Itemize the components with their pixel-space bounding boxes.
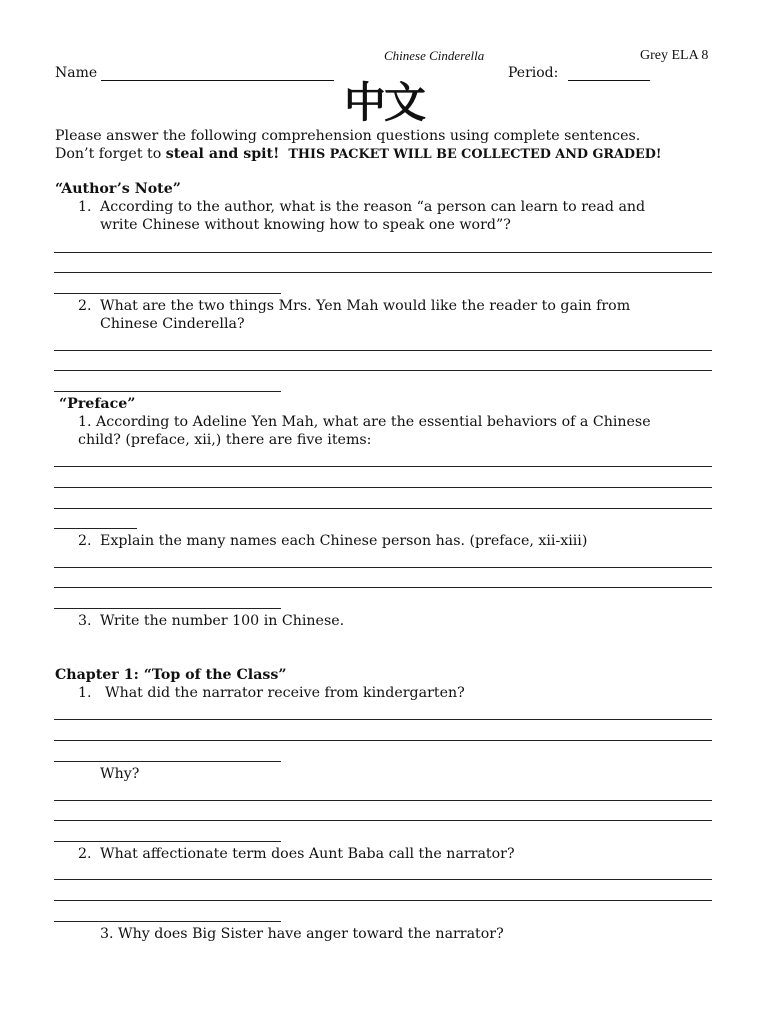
answer-line[interactable] xyxy=(54,272,712,273)
question-number: 1. xyxy=(78,199,92,215)
answer-line[interactable] xyxy=(54,487,712,488)
answer-line[interactable] xyxy=(54,528,137,529)
question-number: 2. xyxy=(78,298,92,314)
question-text: 3. Why does Big Sister have anger toward the narrator? xyxy=(100,926,504,942)
answer-line[interactable] xyxy=(54,921,281,922)
instructions-line-1: Please answer the following comprehension questions using complete sentences. xyxy=(55,128,641,144)
answer-line[interactable] xyxy=(54,587,712,588)
question-number: 2. xyxy=(78,533,92,549)
answer-line[interactable] xyxy=(54,841,281,842)
answer-line[interactable] xyxy=(54,567,712,568)
question-text: child? (preface, xii,) there are five items: xyxy=(78,432,372,448)
question-text: write Chinese without knowing how to speak one word”? xyxy=(100,217,511,233)
question-number: 3. xyxy=(78,613,92,629)
class-label: Grey ELA 8 xyxy=(640,48,709,63)
question-text: Write the number 100 in Chinese. xyxy=(100,613,345,629)
answer-line[interactable] xyxy=(54,719,712,720)
answer-line[interactable] xyxy=(54,252,712,253)
period-blank[interactable] xyxy=(568,80,650,81)
answer-line[interactable] xyxy=(54,879,712,880)
answer-line[interactable] xyxy=(54,466,712,467)
question-text: What affectionate term does Aunt Baba call the narrator? xyxy=(100,846,515,862)
question-number: 2. xyxy=(78,846,92,862)
question-text: What are the two things Mrs. Yen Mah would like the reader to gain from xyxy=(100,298,631,314)
question-text: Explain the many names each Chinese person has. (preface, xii-xiii) xyxy=(100,533,588,549)
answer-line[interactable] xyxy=(54,608,281,609)
answer-line[interactable] xyxy=(54,370,712,371)
question-text: What did the narrator receive from kindergarten? xyxy=(105,685,465,701)
answer-line[interactable] xyxy=(54,350,712,351)
question-text: According to the author, what is the reason “a person can learn to read and xyxy=(100,199,646,215)
answer-line[interactable] xyxy=(54,900,712,901)
section-heading-authors-note: “Author’s Note” xyxy=(55,181,181,197)
instructions-line-2 xyxy=(55,145,662,164)
answer-line[interactable] xyxy=(54,293,281,294)
section-heading-preface: “Preface” xyxy=(59,396,136,412)
answer-line[interactable] xyxy=(54,820,712,821)
name-blank[interactable] xyxy=(101,80,334,81)
chinese-characters: 中文 xyxy=(344,78,425,127)
answer-line[interactable] xyxy=(54,761,281,762)
period-label: Period: xyxy=(508,65,559,81)
question-number: 1. xyxy=(78,685,92,701)
answer-line[interactable] xyxy=(54,740,712,741)
answer-line[interactable] xyxy=(54,800,712,801)
name-label: Name xyxy=(55,65,98,81)
answer-line[interactable] xyxy=(54,508,712,509)
question-text: Chinese Cinderella? xyxy=(100,316,245,332)
instructions-warning: THIS PACKET WILL BE COLLECTED AND GRADED! xyxy=(288,147,662,162)
instructions-emphasis: steal and spit! xyxy=(165,146,280,162)
section-heading-chapter-1: Chapter 1: “Top of the Class” xyxy=(55,667,287,683)
follow-up-question: Why? xyxy=(100,766,140,782)
question-text: 1. According to Adeline Yen Mah, what are the essential behaviors of a Chinese xyxy=(78,414,651,430)
answer-line[interactable] xyxy=(54,391,281,392)
instructions-prefix: Don’t forget to xyxy=(55,146,166,162)
document-title: Chinese Cinderella xyxy=(384,48,485,63)
